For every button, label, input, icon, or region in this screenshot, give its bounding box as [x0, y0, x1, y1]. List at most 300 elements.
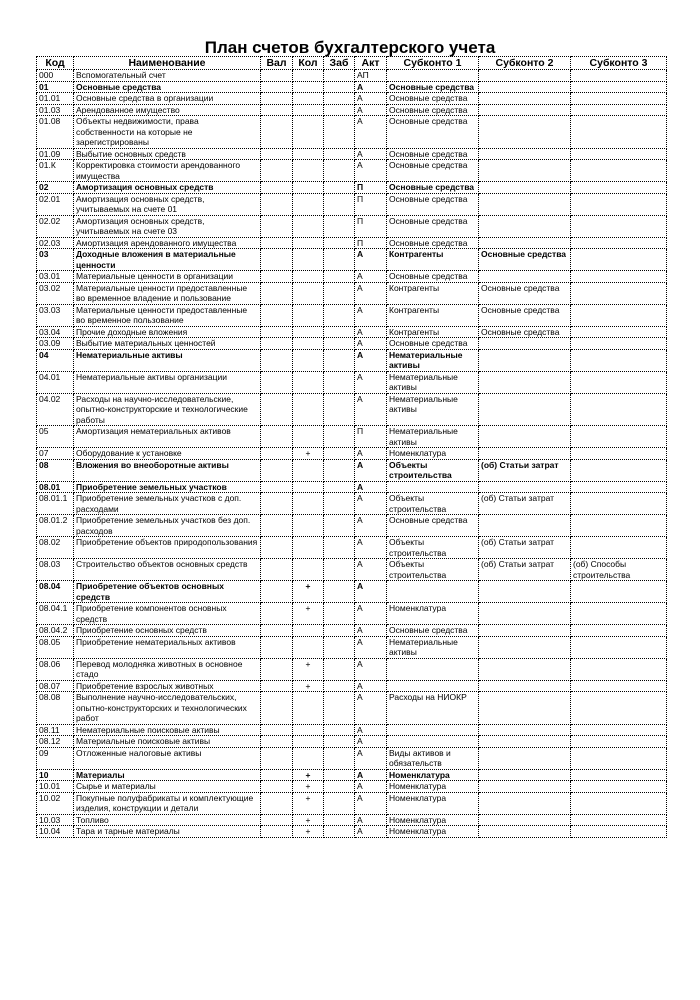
subconto-2: Основные средства — [479, 304, 571, 326]
subconto-3 — [571, 282, 667, 304]
subconto-2 — [479, 148, 571, 160]
subconto-2 — [479, 160, 571, 182]
account-code: 02.02 — [37, 215, 74, 237]
table-row — [37, 249, 667, 271]
subconto-1: Основные средства — [387, 116, 479, 149]
account-type: А — [355, 636, 387, 658]
subconto-3 — [571, 182, 667, 194]
account-name: Сырье и материалы — [74, 781, 261, 793]
subconto-1: Основные средства — [387, 182, 479, 194]
account-type: А — [355, 581, 387, 603]
subconto-2 — [479, 814, 571, 826]
quantity-flag — [293, 736, 324, 748]
account-name: Приобретение взрослых животных — [74, 680, 261, 692]
account-type: А — [355, 393, 387, 426]
subconto-2 — [479, 581, 571, 603]
quantity-flag — [293, 349, 324, 371]
account-type: А — [355, 160, 387, 182]
subconto-2 — [479, 680, 571, 692]
quantity-flag — [293, 625, 324, 637]
table-row — [37, 814, 667, 826]
account-type: А — [355, 448, 387, 460]
account-type: А — [355, 747, 387, 769]
off-balance-flag — [324, 271, 355, 283]
account-name: Нематериальные активы организации — [74, 371, 261, 393]
account-name: Материальные ценности предоставленные во временное владение и пользование — [74, 282, 261, 304]
quantity-flag — [293, 81, 324, 93]
account-name: Приобретение земельных участков — [74, 481, 261, 493]
subconto-3 — [571, 581, 667, 603]
off-balance-flag — [324, 658, 355, 680]
subconto-1 — [387, 724, 479, 736]
subconto-2 — [479, 625, 571, 637]
table-row — [37, 338, 667, 350]
off-balance-flag — [324, 349, 355, 371]
account-code: 08.01.1 — [37, 493, 74, 515]
account-type: П — [355, 215, 387, 237]
account-code: 01.03 — [37, 104, 74, 116]
account-name: Арендованное имущество — [74, 104, 261, 116]
subconto-3 — [571, 371, 667, 393]
account-type: П — [355, 182, 387, 194]
quantity-flag — [293, 481, 324, 493]
account-type: А — [355, 349, 387, 371]
currency-flag — [261, 680, 293, 692]
subconto-3 — [571, 160, 667, 182]
currency-flag — [261, 193, 293, 215]
header-akt: Акт — [355, 57, 387, 70]
quantity-flag — [293, 326, 324, 338]
account-code: 01.К — [37, 160, 74, 182]
account-code: 08.03 — [37, 559, 74, 581]
account-code: 01.01 — [37, 93, 74, 105]
subconto-2 — [479, 393, 571, 426]
subconto-1: Основные средства — [387, 160, 479, 182]
subconto-1: Виды активов и обязательств — [387, 747, 479, 769]
quantity-flag — [293, 724, 324, 736]
quantity-flag — [293, 515, 324, 537]
quantity-flag — [293, 304, 324, 326]
quantity-flag: + — [293, 581, 324, 603]
table-row — [37, 349, 667, 371]
account-name: Амортизация основных средств, учитываемых на счете 01 — [74, 193, 261, 215]
off-balance-flag — [324, 603, 355, 625]
subconto-1: Основные средства — [387, 338, 479, 350]
off-balance-flag — [324, 781, 355, 793]
table-header-row — [37, 57, 667, 70]
currency-flag — [261, 215, 293, 237]
off-balance-flag — [324, 326, 355, 338]
quantity-flag: + — [293, 448, 324, 460]
account-type: А — [355, 781, 387, 793]
account-name: Нематериальные поисковые активы — [74, 724, 261, 736]
account-name: Приобретение объектов основных средств — [74, 581, 261, 603]
subconto-1 — [387, 70, 479, 82]
subconto-2 — [479, 104, 571, 116]
subconto-3 — [571, 625, 667, 637]
table-row — [37, 393, 667, 426]
table-row — [37, 193, 667, 215]
quantity-flag — [293, 636, 324, 658]
subconto-3 — [571, 93, 667, 105]
account-code: 08.01.2 — [37, 515, 74, 537]
table-row — [37, 182, 667, 194]
account-name: Объекты недвижимости, права собственности на которые не зарегистрированы — [74, 116, 261, 149]
account-code: 08.05 — [37, 636, 74, 658]
account-name: Материальные ценности предоставленные во временное пользование — [74, 304, 261, 326]
table-row — [37, 747, 667, 769]
subconto-2 — [479, 371, 571, 393]
account-code: 03 — [37, 249, 74, 271]
table-row — [37, 680, 667, 692]
page-title: План счетов бухгалтерского учета — [204, 38, 496, 57]
subconto-1: Номенклатура — [387, 781, 479, 793]
subconto-2 — [479, 792, 571, 814]
account-code: 01.08 — [37, 116, 74, 149]
subconto-2: (об) Статьи затрат — [479, 459, 571, 481]
account-code: 10.01 — [37, 781, 74, 793]
subconto-1: Объекты строительства — [387, 493, 479, 515]
off-balance-flag — [324, 814, 355, 826]
off-balance-flag — [324, 237, 355, 249]
account-code: 08.04.2 — [37, 625, 74, 637]
subconto-1: Основные средства — [387, 93, 479, 105]
account-type: А — [355, 769, 387, 781]
off-balance-flag — [324, 792, 355, 814]
table-row — [37, 215, 667, 237]
quantity-flag — [293, 104, 324, 116]
off-balance-flag — [324, 481, 355, 493]
subconto-2: Основные средства — [479, 249, 571, 271]
quantity-flag — [293, 70, 324, 82]
subconto-3 — [571, 116, 667, 149]
subconto-2 — [479, 692, 571, 725]
subconto-1: Номенклатура — [387, 814, 479, 826]
currency-flag — [261, 603, 293, 625]
table-row — [37, 603, 667, 625]
currency-flag — [261, 792, 293, 814]
currency-flag — [261, 692, 293, 725]
subconto-1: Объекты строительства — [387, 459, 479, 481]
account-type: А — [355, 116, 387, 149]
account-code: 03.04 — [37, 326, 74, 338]
subconto-3 — [571, 724, 667, 736]
currency-flag — [261, 736, 293, 748]
subconto-2: (об) Статьи затрат — [479, 493, 571, 515]
subconto-1: Объекты строительства — [387, 537, 479, 559]
account-type: А — [355, 724, 387, 736]
account-code: 03.09 — [37, 338, 74, 350]
currency-flag — [261, 338, 293, 350]
off-balance-flag — [324, 680, 355, 692]
account-code: 05 — [37, 426, 74, 448]
table-row — [37, 658, 667, 680]
table-row — [37, 271, 667, 283]
table-row — [37, 371, 667, 393]
table-row — [37, 304, 667, 326]
account-type: П — [355, 237, 387, 249]
account-code: 02 — [37, 182, 74, 194]
subconto-3 — [571, 426, 667, 448]
subconto-3 — [571, 769, 667, 781]
header-zab: Заб — [324, 57, 355, 70]
subconto-1: Нематериальные активы — [387, 636, 479, 658]
account-name: Нематериальные активы — [74, 349, 261, 371]
table-row — [37, 116, 667, 149]
currency-flag — [261, 349, 293, 371]
off-balance-flag — [324, 769, 355, 781]
header-code: Код — [37, 57, 74, 70]
quantity-flag — [293, 93, 324, 105]
account-name: Выполнение научно-исследовательских, опытно-конструкторских и технологических работ — [74, 692, 261, 725]
currency-flag — [261, 559, 293, 581]
subconto-2 — [479, 481, 571, 493]
subconto-1: Контрагенты — [387, 326, 479, 338]
subconto-2: Основные средства — [479, 282, 571, 304]
header-subconto-3: Субконто 3 — [571, 57, 667, 70]
account-type: А — [355, 338, 387, 350]
quantity-flag — [293, 182, 324, 194]
subconto-3 — [571, 459, 667, 481]
subconto-3 — [571, 448, 667, 460]
account-type: А — [355, 271, 387, 283]
quantity-flag — [293, 426, 324, 448]
currency-flag — [261, 182, 293, 194]
currency-flag — [261, 393, 293, 426]
subconto-1: Контрагенты — [387, 282, 479, 304]
subconto-3 — [571, 249, 667, 271]
account-code: 08.01 — [37, 481, 74, 493]
currency-flag — [261, 459, 293, 481]
table-row — [37, 537, 667, 559]
account-code: 08.08 — [37, 692, 74, 725]
quantity-flag: + — [293, 814, 324, 826]
subconto-1: Основные средства — [387, 215, 479, 237]
subconto-2 — [479, 81, 571, 93]
subconto-3 — [571, 81, 667, 93]
account-name: Тара и тарные материалы — [74, 826, 261, 838]
account-name: Вложения во внеоборотные активы — [74, 459, 261, 481]
quantity-flag — [293, 338, 324, 350]
account-name: Доходные вложения в материальные ценности — [74, 249, 261, 271]
header-kol: Кол — [293, 57, 324, 70]
currency-flag — [261, 271, 293, 283]
account-name: Топливо — [74, 814, 261, 826]
subconto-1: Номенклатура — [387, 603, 479, 625]
account-code: 08 — [37, 459, 74, 481]
off-balance-flag — [324, 692, 355, 725]
off-balance-flag — [324, 581, 355, 603]
account-type: А — [355, 814, 387, 826]
off-balance-flag — [324, 371, 355, 393]
off-balance-flag — [324, 625, 355, 637]
account-code: 08.02 — [37, 537, 74, 559]
account-code: 10.03 — [37, 814, 74, 826]
account-code: 000 — [37, 70, 74, 82]
off-balance-flag — [324, 338, 355, 350]
subconto-1 — [387, 481, 479, 493]
quantity-flag — [293, 559, 324, 581]
currency-flag — [261, 70, 293, 82]
subconto-3 — [571, 237, 667, 249]
account-code: 03.02 — [37, 282, 74, 304]
account-type: А — [355, 792, 387, 814]
subconto-1: Основные средства — [387, 81, 479, 93]
account-name: Амортизация основных средств — [74, 182, 261, 194]
account-type: А — [355, 625, 387, 637]
quantity-flag: + — [293, 680, 324, 692]
table-row — [37, 736, 667, 748]
table-row — [37, 724, 667, 736]
subconto-3 — [571, 515, 667, 537]
account-name: Приобретение нематериальных активов — [74, 636, 261, 658]
quantity-flag — [293, 237, 324, 249]
table-row — [37, 781, 667, 793]
quantity-flag: + — [293, 658, 324, 680]
currency-flag — [261, 636, 293, 658]
subconto-2 — [479, 769, 571, 781]
subconto-3 — [571, 814, 667, 826]
subconto-3 — [571, 326, 667, 338]
header-subconto-2: Субконто 2 — [479, 57, 571, 70]
quantity-flag — [293, 148, 324, 160]
account-type: А — [355, 537, 387, 559]
quantity-flag — [293, 493, 324, 515]
off-balance-flag — [324, 515, 355, 537]
subconto-1: Основные средства — [387, 625, 479, 637]
off-balance-flag — [324, 116, 355, 149]
account-type: А — [355, 304, 387, 326]
header-subconto-1: Субконто 1 — [387, 57, 479, 70]
subconto-1: Контрагенты — [387, 304, 479, 326]
subconto-2: Основные средства — [479, 326, 571, 338]
off-balance-flag — [324, 93, 355, 105]
off-balance-flag — [324, 537, 355, 559]
table-row — [37, 282, 667, 304]
account-name: Перевод молодняка животных в основное стадо — [74, 658, 261, 680]
table-row — [37, 559, 667, 581]
off-balance-flag — [324, 724, 355, 736]
quantity-flag — [293, 459, 324, 481]
table-row — [37, 481, 667, 493]
account-type: А — [355, 326, 387, 338]
account-name: Покупные полуфабрикаты и комплектующие изделия, конструкции и детали — [74, 792, 261, 814]
account-type: А — [355, 249, 387, 271]
quantity-flag — [293, 160, 324, 182]
table-row — [37, 160, 667, 182]
currency-flag — [261, 116, 293, 149]
account-type: П — [355, 193, 387, 215]
account-code: 09 — [37, 747, 74, 769]
table-row — [37, 636, 667, 658]
currency-flag — [261, 481, 293, 493]
subconto-2 — [479, 747, 571, 769]
table-row — [37, 625, 667, 637]
subconto-1: Основные средства — [387, 271, 479, 283]
subconto-2 — [479, 215, 571, 237]
off-balance-flag — [324, 747, 355, 769]
currency-flag — [261, 826, 293, 838]
account-code: 10.04 — [37, 826, 74, 838]
account-name: Выбытие основных средств — [74, 148, 261, 160]
currency-flag — [261, 160, 293, 182]
subconto-3 — [571, 781, 667, 793]
account-name: Амортизация нематериальных активов — [74, 426, 261, 448]
subconto-3 — [571, 736, 667, 748]
account-name: Выбытие материальных ценностей — [74, 338, 261, 350]
account-name: Расходы на научно-исследовательские, опытно-конструкторские и технологические работы — [74, 393, 261, 426]
account-name: Материальные ценности в организации — [74, 271, 261, 283]
account-name: Материальные поисковые активы — [74, 736, 261, 748]
subconto-2 — [479, 271, 571, 283]
subconto-3 — [571, 349, 667, 371]
subconto-3 — [571, 304, 667, 326]
subconto-3 — [571, 393, 667, 426]
currency-flag — [261, 515, 293, 537]
currency-flag — [261, 326, 293, 338]
account-type: А — [355, 658, 387, 680]
quantity-flag — [293, 271, 324, 283]
account-name: Приобретение земельных участков с доп. расходами — [74, 493, 261, 515]
account-name: Амортизация арендованного имущества — [74, 237, 261, 249]
subconto-2 — [479, 182, 571, 194]
table-row — [37, 515, 667, 537]
account-code: 08.04 — [37, 581, 74, 603]
subconto-2 — [479, 781, 571, 793]
currency-flag — [261, 426, 293, 448]
table-row — [37, 792, 667, 814]
account-type: А — [355, 81, 387, 93]
subconto-3 — [571, 747, 667, 769]
account-name: Материалы — [74, 769, 261, 781]
subconto-3 — [571, 636, 667, 658]
account-type: А — [355, 459, 387, 481]
quantity-flag — [293, 747, 324, 769]
table-row — [37, 93, 667, 105]
off-balance-flag — [324, 70, 355, 82]
subconto-2 — [479, 338, 571, 350]
quantity-flag — [293, 116, 324, 149]
account-name: Амортизация основных средств, учитываемых на счете 03 — [74, 215, 261, 237]
off-balance-flag — [324, 81, 355, 93]
account-name: Приобретение компонентов основных средств — [74, 603, 261, 625]
off-balance-flag — [324, 459, 355, 481]
account-type: АП — [355, 70, 387, 82]
account-code: 02.03 — [37, 237, 74, 249]
table-row — [37, 326, 667, 338]
subconto-1: Номенклатура — [387, 826, 479, 838]
account-name: Корректировка стоимости арендованного имущества — [74, 160, 261, 182]
account-code: 02.01 — [37, 193, 74, 215]
subconto-3 — [571, 481, 667, 493]
subconto-3 — [571, 271, 667, 283]
subconto-1: Основные средства — [387, 237, 479, 249]
subconto-2 — [479, 658, 571, 680]
subconto-2: (об) Статьи затрат — [479, 559, 571, 581]
account-name: Оборудование к установке — [74, 448, 261, 460]
off-balance-flag — [324, 182, 355, 194]
account-code: 04.02 — [37, 393, 74, 426]
account-code: 08.04.1 — [37, 603, 74, 625]
off-balance-flag — [324, 559, 355, 581]
currency-flag — [261, 658, 293, 680]
subconto-3 — [571, 658, 667, 680]
account-name: Отложенные налоговые активы — [74, 747, 261, 769]
table-row — [37, 237, 667, 249]
subconto-2 — [479, 116, 571, 149]
quantity-flag: + — [293, 769, 324, 781]
subconto-1: Номенклатура — [387, 792, 479, 814]
